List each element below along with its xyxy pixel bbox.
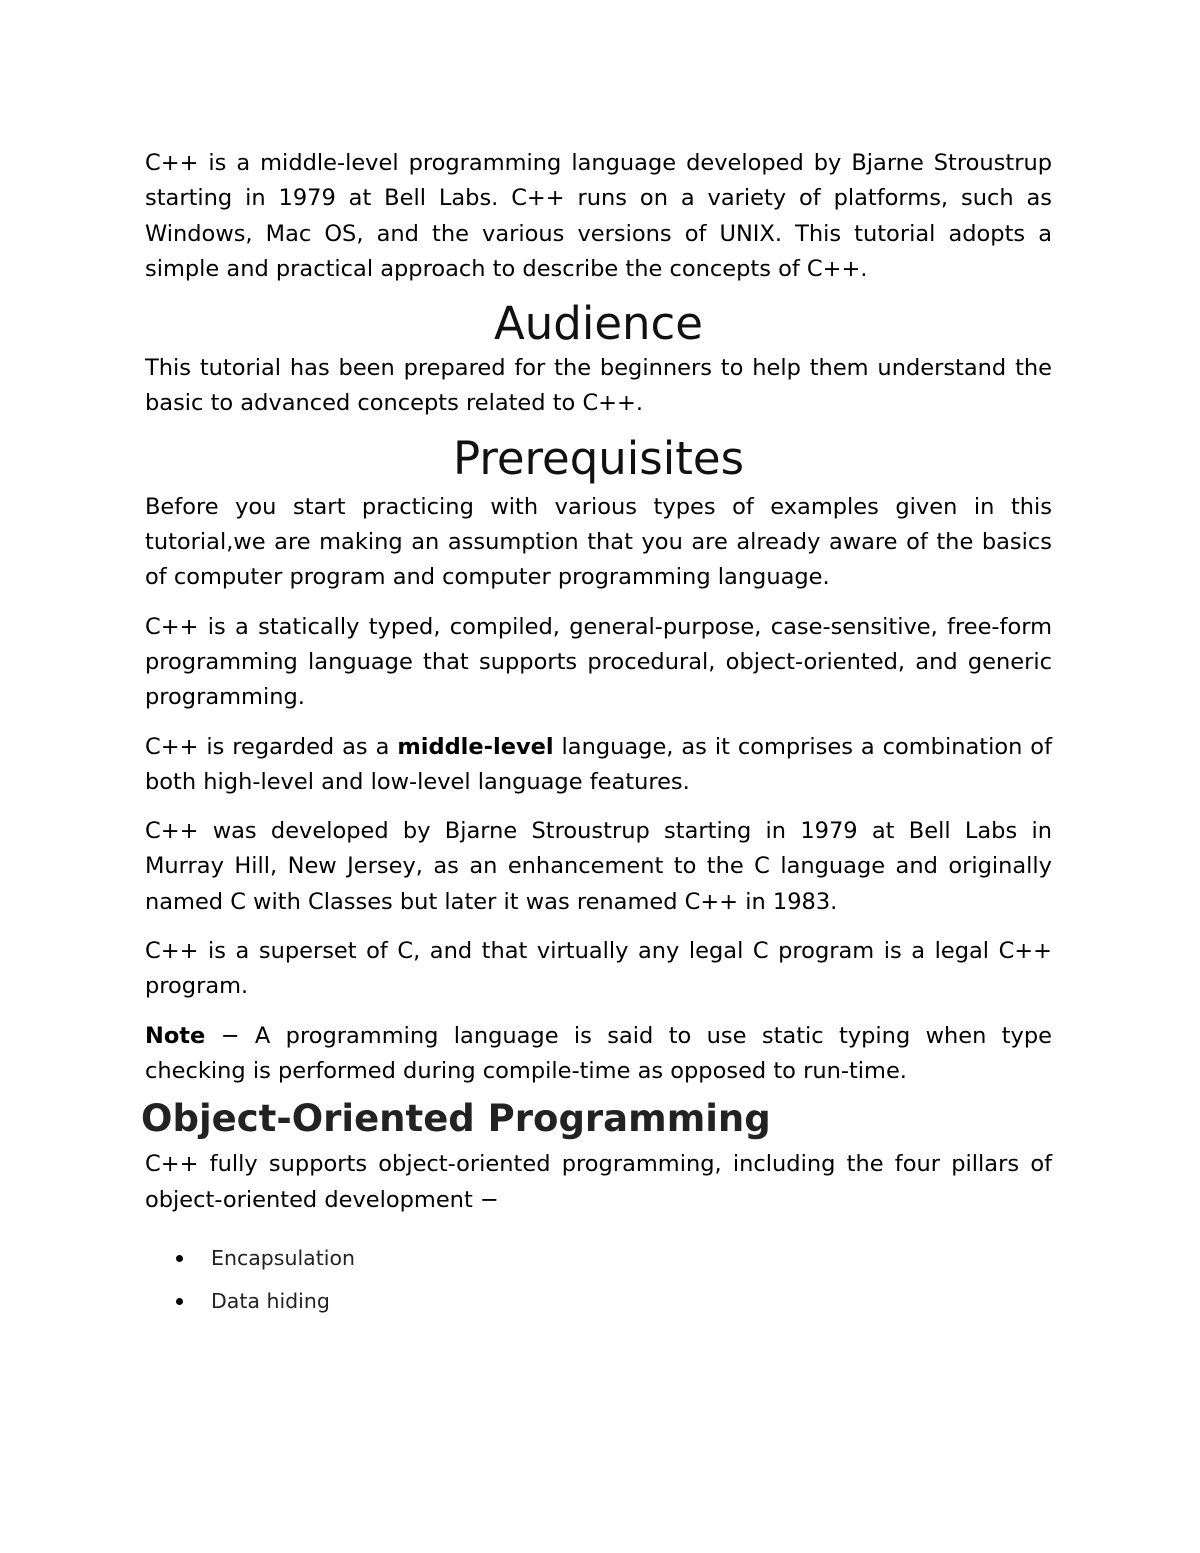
bullet-icon	[176, 1298, 183, 1305]
note-text: − A programming language is said to use static typing when type checking is performed during compile-time as opposed to run-time.	[145, 1022, 1052, 1084]
oop-paragraph: C++ fully supports object-oriented programming, including the four pillars of object-oriented development −	[145, 1151, 1052, 1213]
middle-level-paragraph	[145, 730, 1052, 801]
audience-paragraph: This tutorial has been prepared for the beginners to help them understand the basic to advanced concepts related to C++.	[145, 355, 1052, 417]
list-item	[145, 1246, 1052, 1270]
list-item	[145, 1289, 1052, 1313]
document-page	[141, 146, 1052, 1313]
prerequisites-heading: Prerequisites	[452, 431, 745, 485]
history-paragraph: C++ was developed by Bjarne Stroustrup starting in 1979 at Bell Labs in Murray Hill, New Jersey, as an enhancement to the C language and originally named C with Classes but later it was renamed C++ in 1983.	[145, 818, 1052, 915]
pillars-list	[145, 1246, 1052, 1313]
intro-paragraph: C++ is a middle-level programming language developed by Bjarne Stroustrup starting in 1979 at Bell Labs. C++ runs on a variety of platforms, such as Windows, Mac OS, and the various versions of UNIX. This tutorial adopts a simple and practical approach to describe the concepts of C++.	[145, 150, 1052, 282]
oop-heading: Object-Oriented Programming	[141, 1097, 771, 1141]
list-item-label: Data hiding	[211, 1288, 330, 1313]
superset-paragraph: C++ is a superset of C, and that virtually any legal C program is a legal C++ program.	[145, 938, 1052, 1000]
middle-level-text-before: C++ is regarded as a	[145, 733, 390, 760]
statically-typed-paragraph: C++ is a statically typed, compiled, general-purpose, case-sensitive, free-form programming language that supports procedural, object-oriented, and generic programming.	[145, 613, 1052, 711]
note-label: Note	[145, 1022, 206, 1049]
bullet-icon	[176, 1255, 183, 1262]
list-item-label: Encapsulation	[211, 1245, 355, 1270]
audience-heading: Audience	[493, 297, 703, 351]
prerequisites-paragraph: Before you start practicing with various types of examples given in this tutorial,we are making an assumption that you are already aware of the basics of computer program and computer programming language.	[145, 493, 1052, 591]
note-paragraph	[145, 1019, 1052, 1090]
middle-level-text-after: language, as it comprises a combination of both high-level and low-level language features.	[145, 733, 1052, 795]
middle-level-bold: middle-level	[397, 733, 554, 760]
